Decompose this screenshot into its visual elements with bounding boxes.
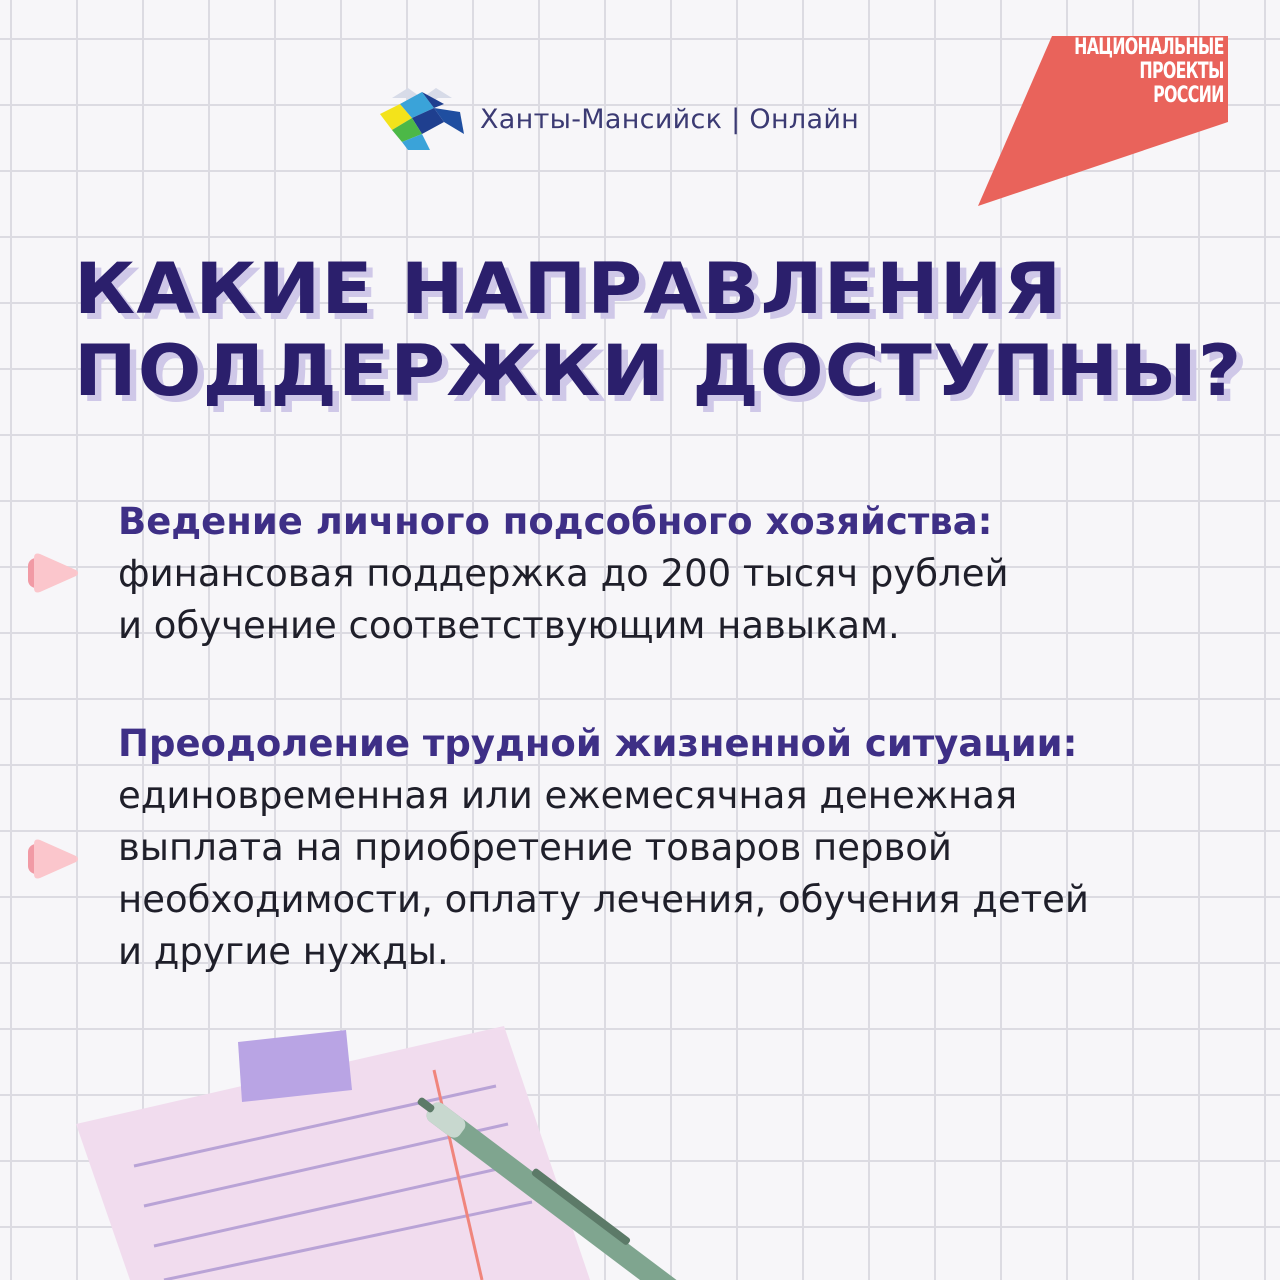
support-section	[118, 496, 1238, 652]
national-projects-badge	[970, 30, 1232, 210]
title-line: КАКИЕ НАПРАВЛЕНИЯ	[74, 248, 1063, 330]
brand-name: Ханты-Мансийск | Онлайн	[480, 103, 860, 135]
notepad-with-pen-illustration	[70, 1020, 770, 1280]
section-body: финансовая поддержка до 200 тысяч рублей и обучение соответствующим навыкам.	[118, 552, 1009, 647]
brand-header	[378, 84, 859, 154]
badge-line: ПРОЕКТЫ	[1139, 59, 1224, 84]
arrow-bullet-icon	[26, 550, 82, 596]
section-body: единовременная или ежемесячная денежная выплата на приобретение товаров первой необходимости, оплату лечения, обучения детей и другие нужды.	[118, 774, 1089, 973]
title-line: ПОДДЕРЖКИ ДОСТУПНЫ?	[74, 330, 1243, 412]
support-section	[118, 718, 1238, 978]
page-title	[74, 248, 1242, 412]
khanty-mansiysk-logo-icon	[378, 84, 466, 154]
badge-line: НАЦИОНАЛЬНЫЕ	[1074, 35, 1224, 60]
section-heading: Преодоление трудной жизненной ситуации:	[118, 722, 1078, 765]
badge-text	[1074, 36, 1224, 108]
arrow-bullet-icon	[26, 836, 82, 882]
badge-line: РОССИИ	[1153, 83, 1224, 108]
section-heading: Ведение личного подсобного хозяйства:	[118, 500, 993, 543]
